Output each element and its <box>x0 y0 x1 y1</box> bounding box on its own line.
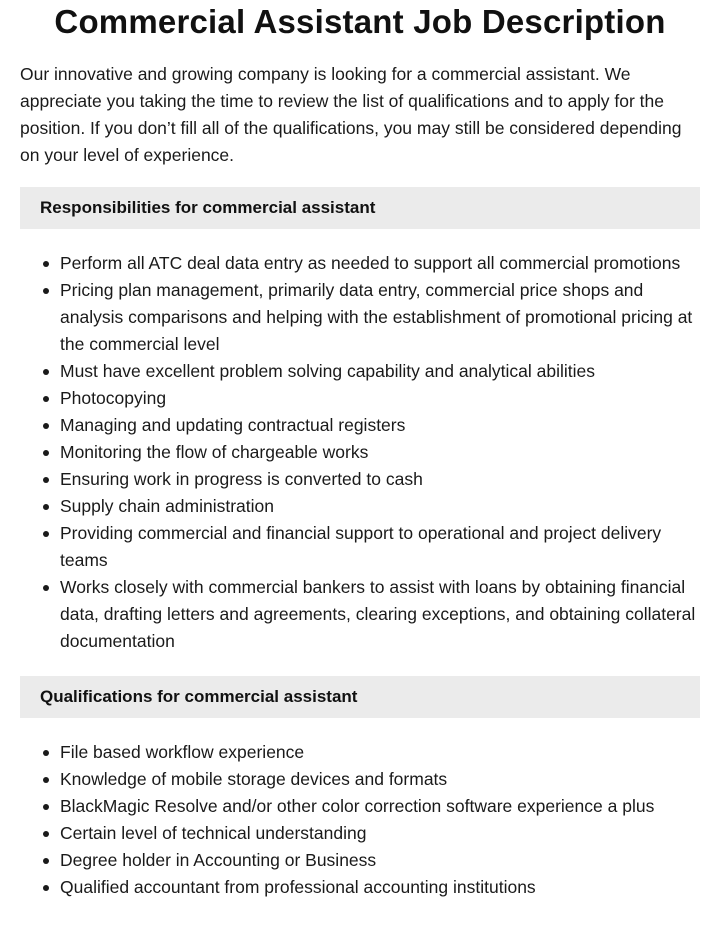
list-item: Ensuring work in progress is converted to cash <box>60 466 700 493</box>
list-item: Must have excellent problem solving capability and analytical abilities <box>60 358 700 385</box>
list-item: Knowledge of mobile storage devices and formats <box>60 766 700 793</box>
list-item: Managing and updating contractual registers <box>60 412 700 439</box>
list-item: Degree holder in Accounting or Business <box>60 847 700 874</box>
list-item: Works closely with commercial bankers to assist with loans by obtaining financial data, drafting letters and agreements, clearing exceptions, and obtaining collateral documentation <box>60 574 700 655</box>
list-item: BlackMagic Resolve and/or other color correction software experience a plus <box>60 793 700 820</box>
list-item: Supply chain administration <box>60 493 700 520</box>
responsibilities-heading: Responsibilities for commercial assistant <box>20 187 700 229</box>
qualifications-list <box>20 739 700 901</box>
list-item: Pricing plan management, primarily data entry, commercial price shops and analysis comparisons and helping with the establishment of promotional pricing at the commercial level <box>60 277 700 358</box>
responsibilities-list <box>20 250 700 655</box>
intro-paragraph: Our innovative and growing company is looking for a commercial assistant. We appreciate you taking the time to review the list of qualifications and to apply for the position. If you don’t fill all of the qualifications, you may still be considered depending on your level of experience. <box>20 64 682 165</box>
list-item: File based workflow experience <box>60 739 700 766</box>
list-item: Providing commercial and financial support to operational and project delivery teams <box>60 520 700 574</box>
list-item: Qualified accountant from professional accounting institutions <box>60 874 700 901</box>
list-item: Certain level of technical understanding <box>60 820 700 847</box>
list-item: Monitoring the flow of chargeable works <box>60 439 700 466</box>
qualifications-heading: Qualifications for commercial assistant <box>20 676 700 718</box>
list-item: Photocopying <box>60 385 700 412</box>
page-title: Commercial Assistant Job Description <box>54 3 666 40</box>
list-item: Perform all ATC deal data entry as needed to support all commercial promotions <box>60 250 700 277</box>
